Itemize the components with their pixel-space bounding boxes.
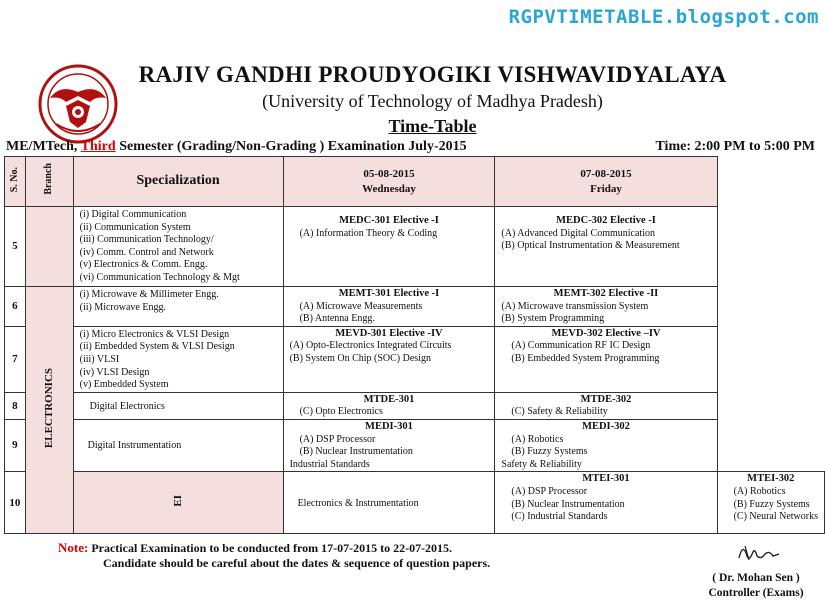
subject-item: (A) Microwave Measurements — [299, 300, 423, 312]
row-day1 — [283, 419, 495, 471]
row-specialization — [73, 392, 283, 419]
signature-icon — [735, 538, 781, 566]
branch-ei: EI — [73, 472, 283, 534]
signer-title: Controller (Exams) — [708, 587, 804, 599]
note-line2: Candidate should be careful about the dates & sequence of question papers. — [103, 556, 491, 570]
exam-description: Semester (Grading/Non-Grading ) Examination July-2015 — [119, 139, 467, 154]
university-name: RAJIV GANDHI PROUDYOGIKI VISHWAVIDYALAYA — [138, 62, 727, 87]
row-sno: 8 — [5, 392, 26, 419]
subject-item: (B) Antenna Engg. — [299, 313, 375, 325]
row-day2 — [495, 207, 717, 287]
subject-item: Industrial Standards — [289, 458, 370, 470]
subject-item: (C) Opto Electronics — [299, 406, 383, 418]
subject-code: MEVD-301 Elective -IV — [335, 327, 443, 339]
table-row — [5, 326, 825, 392]
row-day2 — [495, 392, 717, 419]
subject-item: (C) Neural Networks — [733, 511, 818, 523]
subject-item: (B) Nuclear Instrumentation — [299, 446, 413, 458]
header-sno: S. No. — [5, 157, 26, 207]
day2-date: 07-08-2015 — [580, 167, 632, 180]
subject-code: MEVD-302 Elective –IV — [551, 327, 661, 339]
spec-item: (ii) Embedded System & VLSI Design — [79, 341, 235, 353]
subject-item: (C) Safety & Reliability — [511, 406, 608, 418]
subject-code: MTDE-302 — [580, 393, 632, 405]
row-sno: 5 — [5, 207, 26, 287]
spec-item: Digital Electronics — [89, 400, 165, 412]
subject-item: (B) System Programming — [501, 313, 605, 325]
row-day2 — [717, 472, 824, 534]
row-sno: 7 — [5, 326, 26, 392]
note — [58, 540, 452, 556]
row-day1 — [495, 472, 717, 534]
row-specialization — [73, 419, 283, 471]
subject-code: MEMT-301 Elective -I — [338, 288, 440, 299]
row-sno: 10 — [5, 472, 26, 534]
subject-item: (B) Optical Instrumentation & Measurement — [501, 240, 680, 252]
subject-item: (A) Communication RF IC Design — [511, 340, 651, 352]
table-row — [5, 419, 825, 471]
row-day2 — [495, 287, 717, 327]
spec-item: (iv) VLSI Design — [79, 366, 150, 378]
subject-item: (B) Nuclear Instrumentation — [511, 498, 625, 510]
table-header-row — [5, 157, 825, 207]
signer-name: ( Dr. Mohan Sen ) — [712, 572, 800, 584]
row-day1 — [283, 326, 495, 392]
row-day1 — [283, 287, 495, 327]
spec-item: Digital Instrumentation — [87, 440, 182, 452]
subject-item: (A) Robotics — [511, 433, 564, 445]
page-title: Time-Table — [388, 116, 477, 136]
signer-block — [690, 571, 822, 601]
subject-item: (A) Microwave transmission System — [501, 300, 649, 312]
exam-program: ME/MTech, — [6, 139, 78, 154]
subject-code: MEDI-301 — [365, 420, 413, 432]
spec-item: (iv) Comm. Control and Network — [79, 246, 214, 258]
spec-item: (v) Embedded System — [79, 379, 169, 391]
exam-semester: Third — [80, 139, 116, 154]
row-day1 — [283, 207, 495, 287]
spec-item: (iii) VLSI — [79, 353, 120, 365]
subject-item: (A) Robotics — [733, 485, 786, 497]
header-specialization: Specialization — [73, 157, 283, 207]
branch-empty — [25, 207, 73, 287]
subject-item: (A) Opto-Electronics Integrated Circuits — [289, 340, 452, 352]
exam-info — [6, 139, 467, 155]
subject-item: (B) Fuzzy Systems — [733, 498, 810, 510]
table-row — [5, 287, 825, 327]
row-day2 — [495, 419, 717, 471]
note-label: Note: — [58, 540, 89, 555]
branch-electronics: ELECTRONICS — [25, 287, 73, 534]
subject-item: (B) System On Chip (SOC) Design — [289, 352, 431, 364]
spec-item: (i) Microwave & Millimeter Engg. — [79, 289, 219, 300]
row-day1 — [283, 392, 495, 419]
subject-item: (C) Industrial Standards — [511, 511, 608, 523]
subject-code: MTEI-301 — [582, 473, 630, 485]
row-sno: 9 — [5, 419, 26, 471]
day1-date: 05-08-2015 — [363, 167, 415, 180]
subject-item: (B) Fuzzy Systems — [511, 446, 588, 458]
header-day2 — [495, 157, 717, 207]
spec-item: Electronics & Instrumentation — [297, 497, 419, 509]
timetable — [4, 156, 825, 534]
table-row — [5, 207, 825, 287]
subject-item: (A) DSP Processor — [299, 433, 376, 445]
header-branch: Branch — [25, 157, 73, 207]
day2-day: Friday — [590, 182, 622, 195]
spec-item: (ii) Microwave Engg. — [79, 301, 166, 313]
subject-item: Safety & Reliability — [501, 458, 582, 470]
subject-code: MEDC-301 Elective -I — [339, 215, 439, 226]
table-row — [5, 472, 825, 534]
subject-code: MTDE-301 — [363, 393, 415, 405]
row-day2 — [495, 326, 717, 392]
subject-item: (A) Advanced Digital Communication — [501, 227, 655, 239]
exam-time: Time: 2:00 PM to 5:00 PM — [655, 139, 815, 154]
note-line1: Practical Examination to be conducted from 17-07-2015 to 22-07-2015. — [91, 541, 453, 555]
university-subtitle: (University of Technology of Madhya Pradesh) — [262, 91, 603, 111]
header-day1 — [283, 157, 495, 207]
subject-code: MTEI-302 — [747, 473, 795, 485]
subject-item: (A) DSP Processor — [511, 485, 588, 497]
subject-code: MEMT-302 Elective -II — [553, 288, 659, 299]
spec-item: (ii) Communication System — [79, 221, 191, 233]
spec-item: (v) Electronics & Comm. Engg. — [79, 259, 208, 271]
watermark: RGPVTIMETABLE.blogspot.com — [508, 6, 819, 28]
spec-item: (vi) Communication Technology & Mgt — [79, 271, 240, 283]
row-sno: 6 — [5, 287, 26, 327]
spec-item: (iii) Communication Technology/ — [79, 234, 214, 246]
row-specialization — [73, 207, 283, 287]
spec-item: (i) Digital Communication — [79, 209, 187, 220]
subject-item: (B) Embedded System Programming — [511, 352, 660, 364]
row-specialization — [73, 287, 283, 327]
row-specialization — [283, 472, 495, 534]
spec-item: (i) Micro Electronics & VLSI Design — [79, 328, 230, 340]
day1-day: Wednesday — [362, 182, 416, 195]
table-row — [5, 392, 825, 419]
subject-item: (A) Information Theory & Coding — [299, 227, 438, 239]
subject-code: MEDC-302 Elective -I — [556, 215, 656, 226]
subject-code: MEDI-302 — [582, 420, 630, 432]
row-specialization — [73, 326, 283, 392]
